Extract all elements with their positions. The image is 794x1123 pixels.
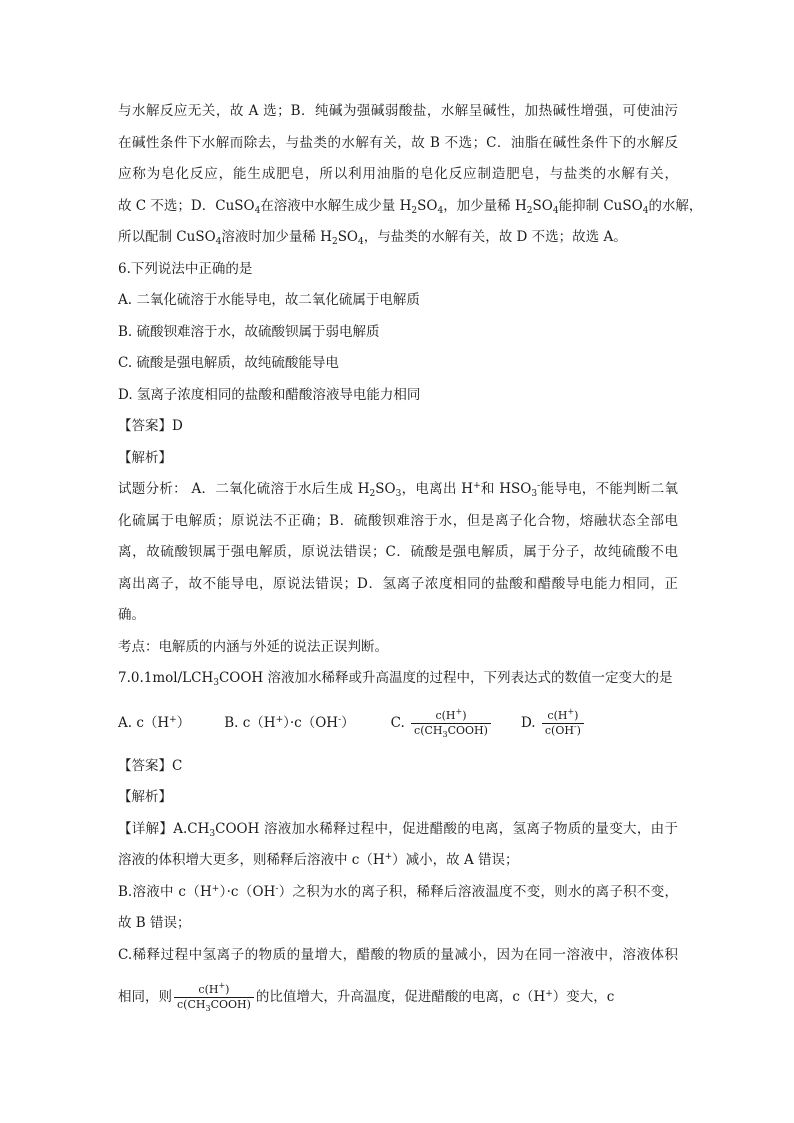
detail-line: 【详解】$A.CH_3COOH$ 溶液加水稀释过程中，促进醋酸的电离，氢离子物质的量变大，由于 xyxy=(118,820,678,839)
question-6-option-d: D. 氢离子浓度相同的盐酸和醋酸溶液导电能力相同 xyxy=(118,386,421,403)
detail-line: 相同，则 $\frac{c(H^+)}{c(CH_3COOH)}$ 的比值增大，升高温度，促进醋酸的电离，c（H+）变大，c xyxy=(118,981,615,1013)
detail-line: C.稀释过程中氢离子的物质的量增大，醋酸的物质的量减小，因为在同一溶液中，溶液体积 xyxy=(118,946,678,963)
question-6-option-b: B. 硫酸钡难溶于水，故硫酸钡属于弱电解质 xyxy=(118,323,380,340)
question-6-kaodian: 考点：电解质的内涵与外延的说法正误判断。 xyxy=(118,638,388,655)
fraction: $\frac{c(H^+)}{c(CH_3COOH)}$ xyxy=(411,709,491,738)
question-7-stem: $7.0.1mol/LCH_3COOH$ 溶液加水稀释或升高温度的过程中，下列表达式的数值一定变大的是 xyxy=(118,670,673,688)
question-7-option-c: C. $\frac{c(H^+)}{c(CH_3COOH)}$ xyxy=(391,709,493,738)
question-7-answer: 【答案】C xyxy=(118,757,183,774)
question-6-analysis-label: 【解析】 xyxy=(118,449,172,466)
detail-line: 故 B 错误； xyxy=(118,915,191,931)
fraction: $\frac{c(H^+)}{c(CH_3COOH)}$ xyxy=(174,983,254,1012)
question-7-option-a: A. c（H+） xyxy=(118,715,191,731)
analysis-line: 离出离子，故不能导电，原说法错误；D．氢离子浓度相同的盐酸和醋酸导电能力相同，正 xyxy=(118,575,678,592)
text-line: 在碱性条件下水解而除去，与盐类的水解有关，故 B 不选；C．油脂在碱性条件下的水解反 xyxy=(118,134,678,151)
detail-line: 溶液的体积增大更多，则稀释后溶液中 c（H+）减小，故 A 错误； xyxy=(118,852,519,868)
question-6-answer: 【答案】D xyxy=(118,418,183,434)
fraction: $\frac{c(H^+)}{c(OH^-)}$ xyxy=(542,709,584,738)
analysis-line: 离，故硫酸钡属于强电解质，原说法错误；C．硫酸是强电解质，属于分子，故纯硫酸不电 xyxy=(118,544,678,560)
question-7-option-d: D. $\frac{c(H^+)}{c(OH^-)}$ xyxy=(521,709,586,738)
analysis-line: 化硫属于电解质；原说法不正确；B．硫酸钡难溶于水，但是离子化合物，熔融状态全部电 xyxy=(118,512,678,529)
question-6-stem: 6.下列说法中正确的是 xyxy=(118,260,253,277)
analysis-line: 试题分析： A．二氧化硫溶于水后生成 $H_2SO_3$，电离出 H+和 $HSO_3^-$能导电，不能判断二氧 xyxy=(118,481,678,499)
question-6-option-a: A. 二氧化硫溶于水能导电，故二氧化硫属于电解质 xyxy=(118,292,420,308)
text-line: 故 C 不选；D．CuSO$_4$在溶液中水解生成少量 $H_2SO_4$，加少量稀 $H_2SO_4$能抑制 CuSO$_4$的水解， xyxy=(118,197,703,216)
question-6-option-c: C. 硫酸是强电解质，故纯硫酸能导电 xyxy=(118,355,339,371)
analysis-line: 确。 xyxy=(118,607,145,623)
document-page xyxy=(118,96,703,1023)
question-7-analysis-label: 【解析】 xyxy=(118,789,172,805)
question-7-options xyxy=(118,695,678,751)
text-line: 与水解反应无关，故 A 选；B．纯碱为强碱弱酸盐，水解呈碱性，加热碱性增强，可使油污 xyxy=(118,103,678,119)
text-line: 应称为皂化反应，能生成肥皂，所以利用油脂的皂化反应制造肥皂，与盐类的水解有关， xyxy=(118,166,678,182)
text-line: 所以配制 CuSO$_4$溶液时加少量稀 $H_2SO_4$，与盐类的水解有关，故 D 不选；故选 A。 xyxy=(118,229,627,247)
detail-line: B.溶液中 c（H+）·c（OH-）之积为水的离子积，稀释后溶液温度不变，则水的离子积不变， xyxy=(118,883,678,900)
question-7-option-b: B. c（H+）·c（OH-） xyxy=(224,715,355,731)
